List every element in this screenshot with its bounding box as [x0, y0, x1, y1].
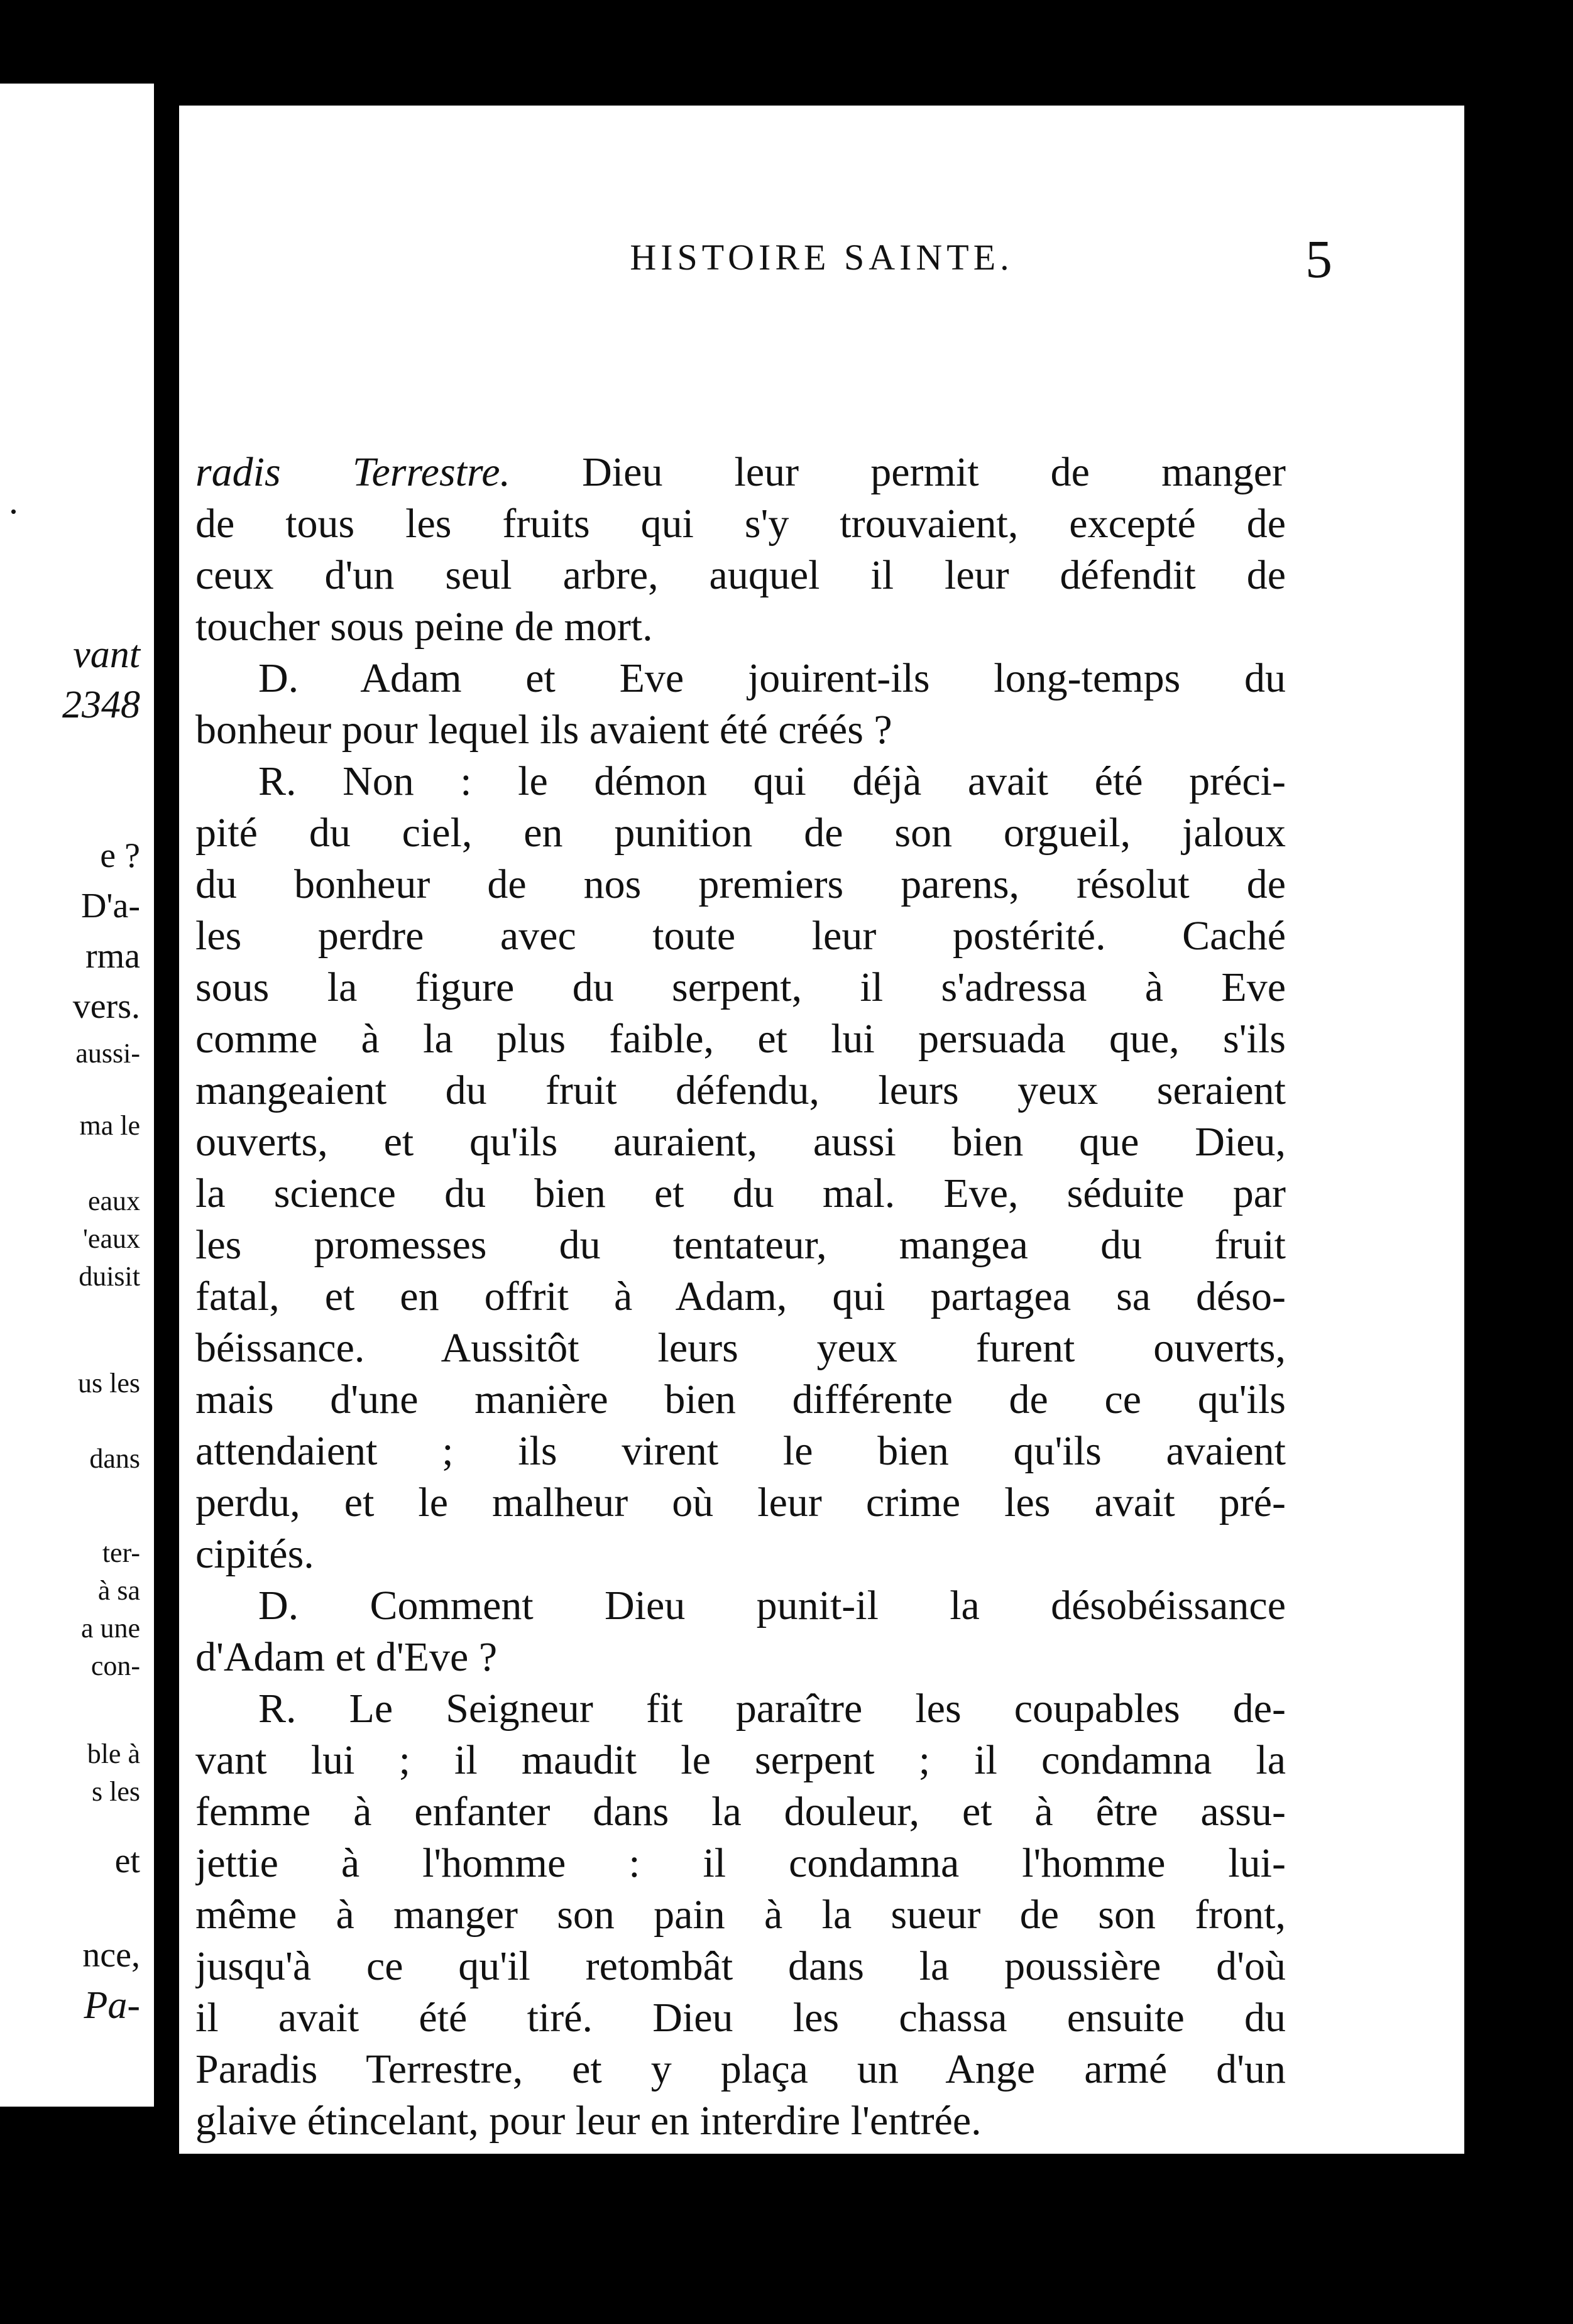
- text-line: jettie à l'homme : il condamna l'homme lui-: [195, 1841, 1286, 1886]
- text-line: vant lui ; il maudit le serpent ; il condamna la: [195, 1738, 1286, 1783]
- text-line: ceux d'un seul arbre, auquel il leur défendit de: [195, 553, 1286, 598]
- page-gutter: [154, 0, 179, 2324]
- margin-fragment: ble à: [87, 1738, 140, 1769]
- text-line: glaive étincelant, pour leur en interdire l'entrée.: [195, 2098, 982, 2144]
- scan-border-bottom: [0, 2154, 1573, 2324]
- text-line: bonheur pour lequel ils avaient été créés ?: [195, 707, 892, 753]
- margin-fragment: a une: [80, 1613, 140, 1644]
- text-line: R. Le Seigneur fit paraître les coupables de-: [258, 1686, 1286, 1732]
- text-line: sous la figure du serpent, il s'adressa à Eve: [195, 965, 1286, 1010]
- margin-fragment: eaux: [87, 1186, 140, 1216]
- margin-fragment: à sa: [97, 1575, 140, 1606]
- text-line: mais d'une manière bien différente de ce qu'ils: [195, 1377, 1286, 1422]
- text-line: radis Terrestre. Dieu leur permit de manger: [195, 450, 1286, 495]
- text-line: ouverts, et qu'ils auraient, aussi bien que Dieu,: [195, 1120, 1286, 1165]
- text-line: de tous les fruits qui s'y trouvaient, excepté de: [195, 501, 1286, 547]
- body-text: [179, 106, 1464, 2154]
- margin-fragment: ter-: [102, 1537, 140, 1568]
- text-line: les perdre avec toute leur postérité. Caché: [195, 914, 1286, 959]
- facing-page-fragment: [0, 84, 154, 2107]
- margin-fragment: 2348: [62, 684, 140, 726]
- scan-border-right: [1464, 0, 1573, 2324]
- margin-fragment: vers.: [72, 987, 140, 1026]
- margin-fragment: D'a-: [80, 887, 140, 925]
- margin-fragment: nce,: [82, 1936, 140, 1975]
- text-line: cipités.: [195, 1532, 314, 1577]
- margin-fragment: s les: [92, 1776, 140, 1807]
- book-page: [179, 106, 1464, 2154]
- margin-fragment: Pa-: [84, 1984, 140, 2027]
- text-line: Paradis Terrestre, et y plaça un Ange armé d'un: [195, 2047, 1286, 2092]
- margin-dot: .: [9, 480, 18, 521]
- margin-fragment: duisit: [79, 1261, 140, 1292]
- text-line: pité du ciel, en punition de son orgueil, jaloux: [195, 810, 1286, 856]
- margin-fragment: 'eaux: [83, 1223, 140, 1254]
- left-margin-fragments: [0, 84, 154, 2107]
- margin-fragment: rma: [85, 937, 140, 976]
- text-line: même à manger son pain à la sueur de son front,: [195, 1892, 1286, 1938]
- text-line: D. Comment Dieu punit-il la désobéissance: [258, 1583, 1286, 1628]
- text-line: d'Adam et d'Eve ?: [195, 1635, 498, 1680]
- text-line: toucher sous peine de mort.: [195, 604, 653, 650]
- margin-fragment: us les: [78, 1368, 140, 1399]
- text-line: jusqu'à ce qu'il retombât dans la poussière d'où: [195, 1944, 1286, 1989]
- margin-fragment: dans: [89, 1443, 140, 1474]
- margin-fragment: aussi-: [75, 1038, 140, 1069]
- text-line: D. Adam et Eve jouirent-ils long-temps du: [258, 656, 1286, 701]
- text-line: la science du bien et du mal. Eve, séduite par: [195, 1171, 1286, 1216]
- margin-fragment: ma le: [79, 1110, 140, 1141]
- text-line: il avait été tiré. Dieu les chassa ensuite du: [195, 1995, 1286, 2041]
- margin-fragment: et: [114, 1841, 140, 1880]
- text-line: perdu, et le malheur où leur crime les avait pré-: [195, 1480, 1286, 1525]
- margin-fragment: vant: [73, 633, 140, 676]
- page-number: 5: [1305, 229, 1332, 289]
- text-line: mangeaient du fruit défendu, leurs yeux seraient: [195, 1068, 1286, 1113]
- text-line: béissance. Aussitôt leurs yeux furent ouverts,: [195, 1326, 1286, 1371]
- margin-fragment: con-: [90, 1650, 140, 1681]
- text-line: R. Non : le démon qui déjà avait été préci-: [258, 759, 1286, 804]
- margin-fragment: e ?: [100, 836, 140, 875]
- text-line: comme à la plus faible, et lui persuada que, s'ils: [195, 1017, 1286, 1062]
- text-line: du bonheur de nos premiers parens, résolut de: [195, 862, 1286, 907]
- text-line: les promesses du tentateur, mangea du fruit: [195, 1223, 1286, 1268]
- running-title: HISTOIRE SAINTE.: [630, 237, 1014, 278]
- text-line: attendaient ; ils virent le bien qu'ils avaient: [195, 1429, 1286, 1474]
- text-line: femme à enfanter dans la douleur, et à être assu-: [195, 1789, 1286, 1835]
- text-line: fatal, et en offrit à Adam, qui partagea sa déso-: [195, 1274, 1286, 1319]
